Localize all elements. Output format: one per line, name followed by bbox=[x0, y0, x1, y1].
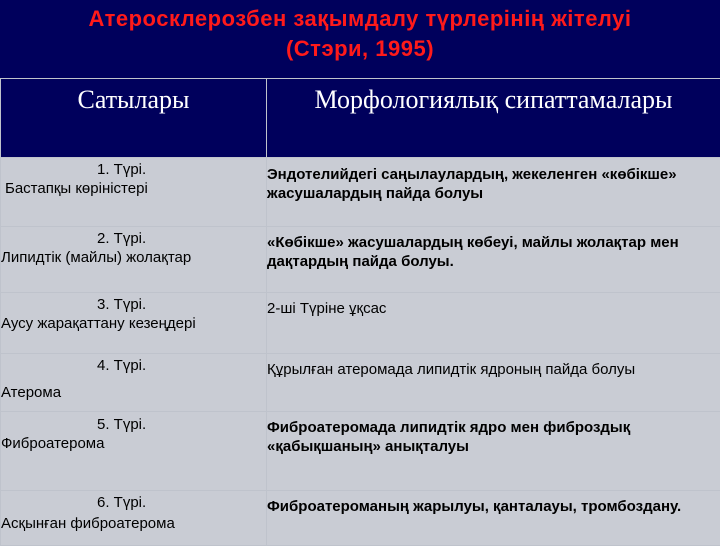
stage-name: Бастапқы көріністері bbox=[1, 179, 266, 198]
description-cell: Фиброатеромада липидтік ядро мен фиброздық «қабықшаның» анықталуы bbox=[267, 412, 720, 491]
header-stages: Сатылары bbox=[1, 79, 267, 158]
description-cell: 2-ші Түріне ұқсас bbox=[267, 293, 720, 354]
description-cell: «Көбікше» жасушалардың көбеуі, майлы жолақтар мен дақтардың пайда болуы. bbox=[267, 227, 720, 293]
title-line-2: (Стэри, 1995) bbox=[0, 34, 720, 64]
table-header-row bbox=[1, 79, 720, 158]
stage-number: 2. Түрі. bbox=[1, 227, 266, 248]
stage-name: Атерома bbox=[1, 375, 266, 402]
description-cell: Құрылған атеромада липидтік ядроның пайда болуы bbox=[267, 354, 720, 412]
description-cell: Эндотелийдегі саңылаулардың, жекеленген «көбікше» жасушалардың пайда болуы bbox=[267, 158, 720, 227]
stage-cell bbox=[1, 227, 267, 293]
stage-name: Липидтік (майлы) жолақтар bbox=[1, 248, 266, 267]
title-line-1: Атеросклерозбен зақымдалу түрлерінің жітелуі bbox=[0, 4, 720, 34]
stage-name: Асқынған фиброатерома bbox=[1, 512, 266, 533]
stage-name: Аусу жарақаттану кезеңдері bbox=[1, 314, 266, 333]
description-cell: Фиброатероманың жарылуы, қанталауы, тромбоздану. bbox=[267, 491, 720, 546]
slide-title bbox=[0, 4, 720, 64]
stage-cell bbox=[1, 354, 267, 412]
stage-number: 6. Түрі. bbox=[1, 491, 266, 512]
table-row bbox=[1, 491, 720, 546]
stage-cell bbox=[1, 412, 267, 491]
stage-cell bbox=[1, 158, 267, 227]
table-row bbox=[1, 354, 720, 412]
table-row bbox=[1, 293, 720, 354]
stages-table bbox=[0, 78, 720, 546]
stage-number: 1. Түрі. bbox=[1, 158, 266, 179]
table-row bbox=[1, 227, 720, 293]
stage-cell bbox=[1, 491, 267, 546]
stage-name: Фиброатерома bbox=[1, 434, 266, 453]
stage-number: 3. Түрі. bbox=[1, 293, 266, 314]
table-row bbox=[1, 158, 720, 227]
table-row bbox=[1, 412, 720, 491]
stage-cell bbox=[1, 293, 267, 354]
stage-number: 4. Түрі. bbox=[1, 354, 266, 375]
header-morphology: Морфологиялық сипаттамалары bbox=[267, 79, 720, 158]
stage-number: 5. Түрі. bbox=[1, 412, 266, 434]
